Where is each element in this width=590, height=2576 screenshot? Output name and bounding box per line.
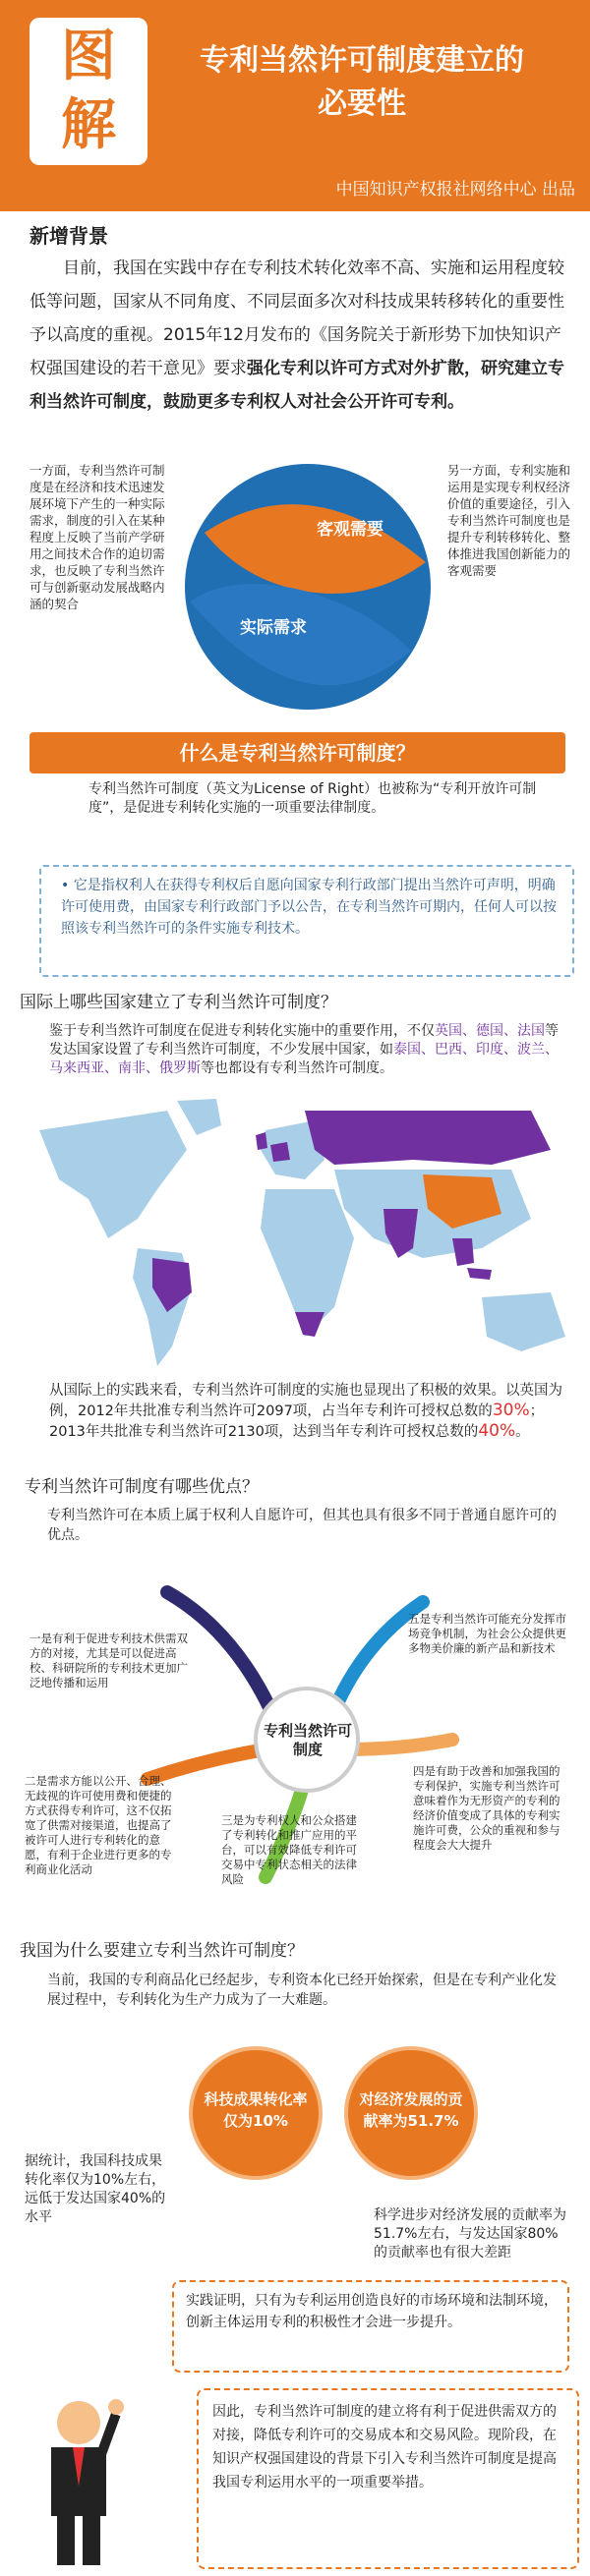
label-actual-demand: 实际需求 [240, 618, 307, 638]
map-uk [256, 1132, 267, 1150]
practice-text-2: ；2013年共批准专利当然许可2130项，达到当年专利许可授权总数的 [49, 1403, 545, 1440]
world-map [20, 1091, 585, 1376]
person-hand [108, 2399, 124, 2415]
countries-text-1: 鉴于专利当然许可制度在促进专利转化实施中的重要作用，不仅 [49, 1023, 435, 1039]
practice-text [49, 1381, 570, 1442]
badge-char-tu: 图 [61, 25, 116, 88]
badge-char-jie: 解 [61, 93, 116, 157]
map-western-europe [270, 1142, 290, 1162]
practice-text-3: 。 [515, 1424, 530, 1440]
intro-body [30, 252, 565, 419]
page-title-line2: 必要性 [318, 86, 406, 121]
circle-right-text: 另一方面，专利实施和运用是实现专利权经济价值的重要途径，引入专利当然许可制度也是提升专利转移转化、整体推进我国创新能力的客观需要 [447, 463, 571, 578]
stat-circle-contribution-label-wrap [342, 2044, 480, 2182]
countries-developing: 泰国、巴西、印度、波兰、马来西亚、南非、俄罗斯 [49, 1042, 559, 1076]
intro-body-bold: 强化专利以许可方式对外扩散，研究建立专利当然许可制度，鼓励更多专利权人对社会公开许可专利。 [30, 359, 564, 412]
header-badge [30, 18, 148, 165]
page-title-line1: 专利当然许可制度建立的 [200, 43, 524, 78]
stat-left-text: 据统计，我国科技成果转化率仅为10%左右，远低于发达国家40%的水平 [25, 2153, 166, 2225]
label-objective-need: 客观需要 [317, 520, 384, 540]
advantage-1: 一是有利于促进专利技术供需双方的对接，尤其是可以促进高校、科研院所的专利技术更加广泛地传播和运用 [30, 1631, 188, 1689]
arc-4 [344, 1740, 452, 1749]
conclusion-box-2 [197, 2388, 579, 2569]
practice-pct-2012: 30% [492, 1401, 530, 1420]
map-russia [305, 1111, 551, 1165]
countries-developed: 英国、德国、法国 [435, 1023, 545, 1039]
map-north-america [39, 1111, 187, 1238]
stat-right-text: 科学进步对经济发展的贡献率为51.7%左右，与发达国家80%的贡献率也有很大差距 [374, 2207, 566, 2261]
stat-circle-conversion-label-wrap [187, 2044, 324, 2182]
map-australia [482, 1292, 565, 1351]
page-title [165, 39, 559, 147]
practice-text-1: 从国际上的实践来看，专利当然许可制度的实施也显现出了积极的效果。以英国为例，2012年共批准专利当然许可2097项，占当年专利许可授权总数的 [49, 1383, 562, 1419]
definition-box-text: • 它是指权利人在获得专利权后自愿向国家专利行政部门提出当然许可声明，明确许可使用费，由国家专利行政部门予以公告，在专利当然许可期内，任何人可以按照该专利当然许可的条件实施专利技术。 [61, 878, 557, 937]
definition-banner [30, 732, 565, 773]
intro-body-plain: 目前，我国在实践中存在专利技术转化效率不高、实施和运用程度较低等问题，国家从不同角度、不同层面多次对科技成果转移转化的重要性予以高度的重视。2015年12月发布的《国务院关于新形势下加快知识产权强国建设的若干意见》要求 [30, 258, 564, 378]
map-thailand [452, 1238, 474, 1266]
person-leg-left [57, 2516, 75, 2565]
yin-yang-diagram [175, 454, 441, 719]
person-head [57, 2401, 100, 2444]
advantages-intro: 专利当然许可在本质上属于权利人自愿许可，但其也具有很多不同于普通自愿许可的优点。 [47, 1508, 557, 1543]
stat-circle-conversion-label: 科技成果转化率仅为10% [204, 2090, 308, 2130]
definition-text: 专利当然许可制度（英文为License of Right）也被称为“专利开放许可制度”，是促进专利转化实施的一项重要法律制度。 [88, 781, 537, 816]
definition-banner-text: 什么是专利当然许可制度？ [179, 741, 416, 765]
countries-text-2: 等发达国家设置了专利当然许可制度，不少发展中国家，如 [49, 1023, 559, 1058]
conclusion-box-1-text: 实践证明，只有为专利运用创造良好的市场环境和法制环境，创新主体运用专利的积极性才会进一步提升。 [186, 2293, 558, 2330]
header-banner [0, 0, 590, 211]
countries-text [49, 1022, 560, 1078]
countries-text-3: 等也都设有专利当然许可制度。 [201, 1060, 393, 1076]
intro-heading: 新增背景 [30, 224, 108, 248]
conclusion-box-2-text: 因此，专利当然许可制度的建立将有利于促进供需双方的对接，降低专利许可的交易成本和交易风险。现阶段，在知识产权强国建设的背景下引入专利当然许可制度是提高我国专利运用水平的一项重要举措。 [212, 2404, 557, 2490]
advantages-center: 专利当然许可制度 [264, 1722, 353, 1758]
businessman-illustration [30, 2393, 138, 2570]
advantage-5: 五是专利当然许可能充分发挥市场竞争机制，为社会公众提供更多物美价廉的新产品和新技术 [408, 1612, 566, 1655]
publisher-credit: 中国知识产权报社网络中心 出品 [335, 180, 575, 200]
advantage-2: 二是需求方能以公开、合理、无歧视的许可使用费和便捷的方式获得专利许可，这不仅拓宽了供需对接渠道，也提高了被许可人进行专利转化的意愿，有利于企业进行更多的专利商业化活动 [25, 1774, 172, 1876]
map-greenland [177, 1099, 221, 1135]
practice-pct-2013: 40% [478, 1421, 516, 1441]
why-text: 当前，我国的专利商品化已经起步，专利资本化已经开始探索，但是在专利产业化发展过程中，专利转化为生产力成为了一大难题。 [47, 1973, 557, 2008]
why-question: 我国为什么要建立专利当然许可制度？ [20, 1941, 304, 1961]
advantage-4: 四是有助于改善和加强我国的专利保护，实施专利当然许可意味着作为无形资产的专利的经济价值变成了具体的专利实施许可费，公众的重视和参与程度会大大提升 [413, 1764, 560, 1852]
conclusion-box-1 [172, 2280, 569, 2373]
stat-circle-contribution-label: 对经济发展的贡献率为51.7% [359, 2090, 463, 2130]
person-leg-right [83, 2516, 100, 2565]
advantages-question: 专利当然许可制度有哪些优点？ [25, 1477, 259, 1497]
definition-box [39, 865, 574, 977]
advantage-3: 三是为专利权人和公众搭建了专利转化和推广应用的平台，可以有效降低专利许可交易中专利状态相关的法律风险 [221, 1813, 357, 1886]
circle-left-text: 一方面，专利当然许可制度是在经济和技术迅速发展环境下产生的一种实际需求，制度的引入在某种程度上反映了当前产学研用之间技术合作的迫切需求，也反映了专利当然许可与创新驱动发展战略内涵的契合 [30, 463, 165, 611]
countries-question: 国际上哪些国家建立了专利当然许可制度？ [20, 993, 337, 1012]
map-malaysia [467, 1268, 492, 1280]
map-south-africa [295, 1312, 324, 1337]
